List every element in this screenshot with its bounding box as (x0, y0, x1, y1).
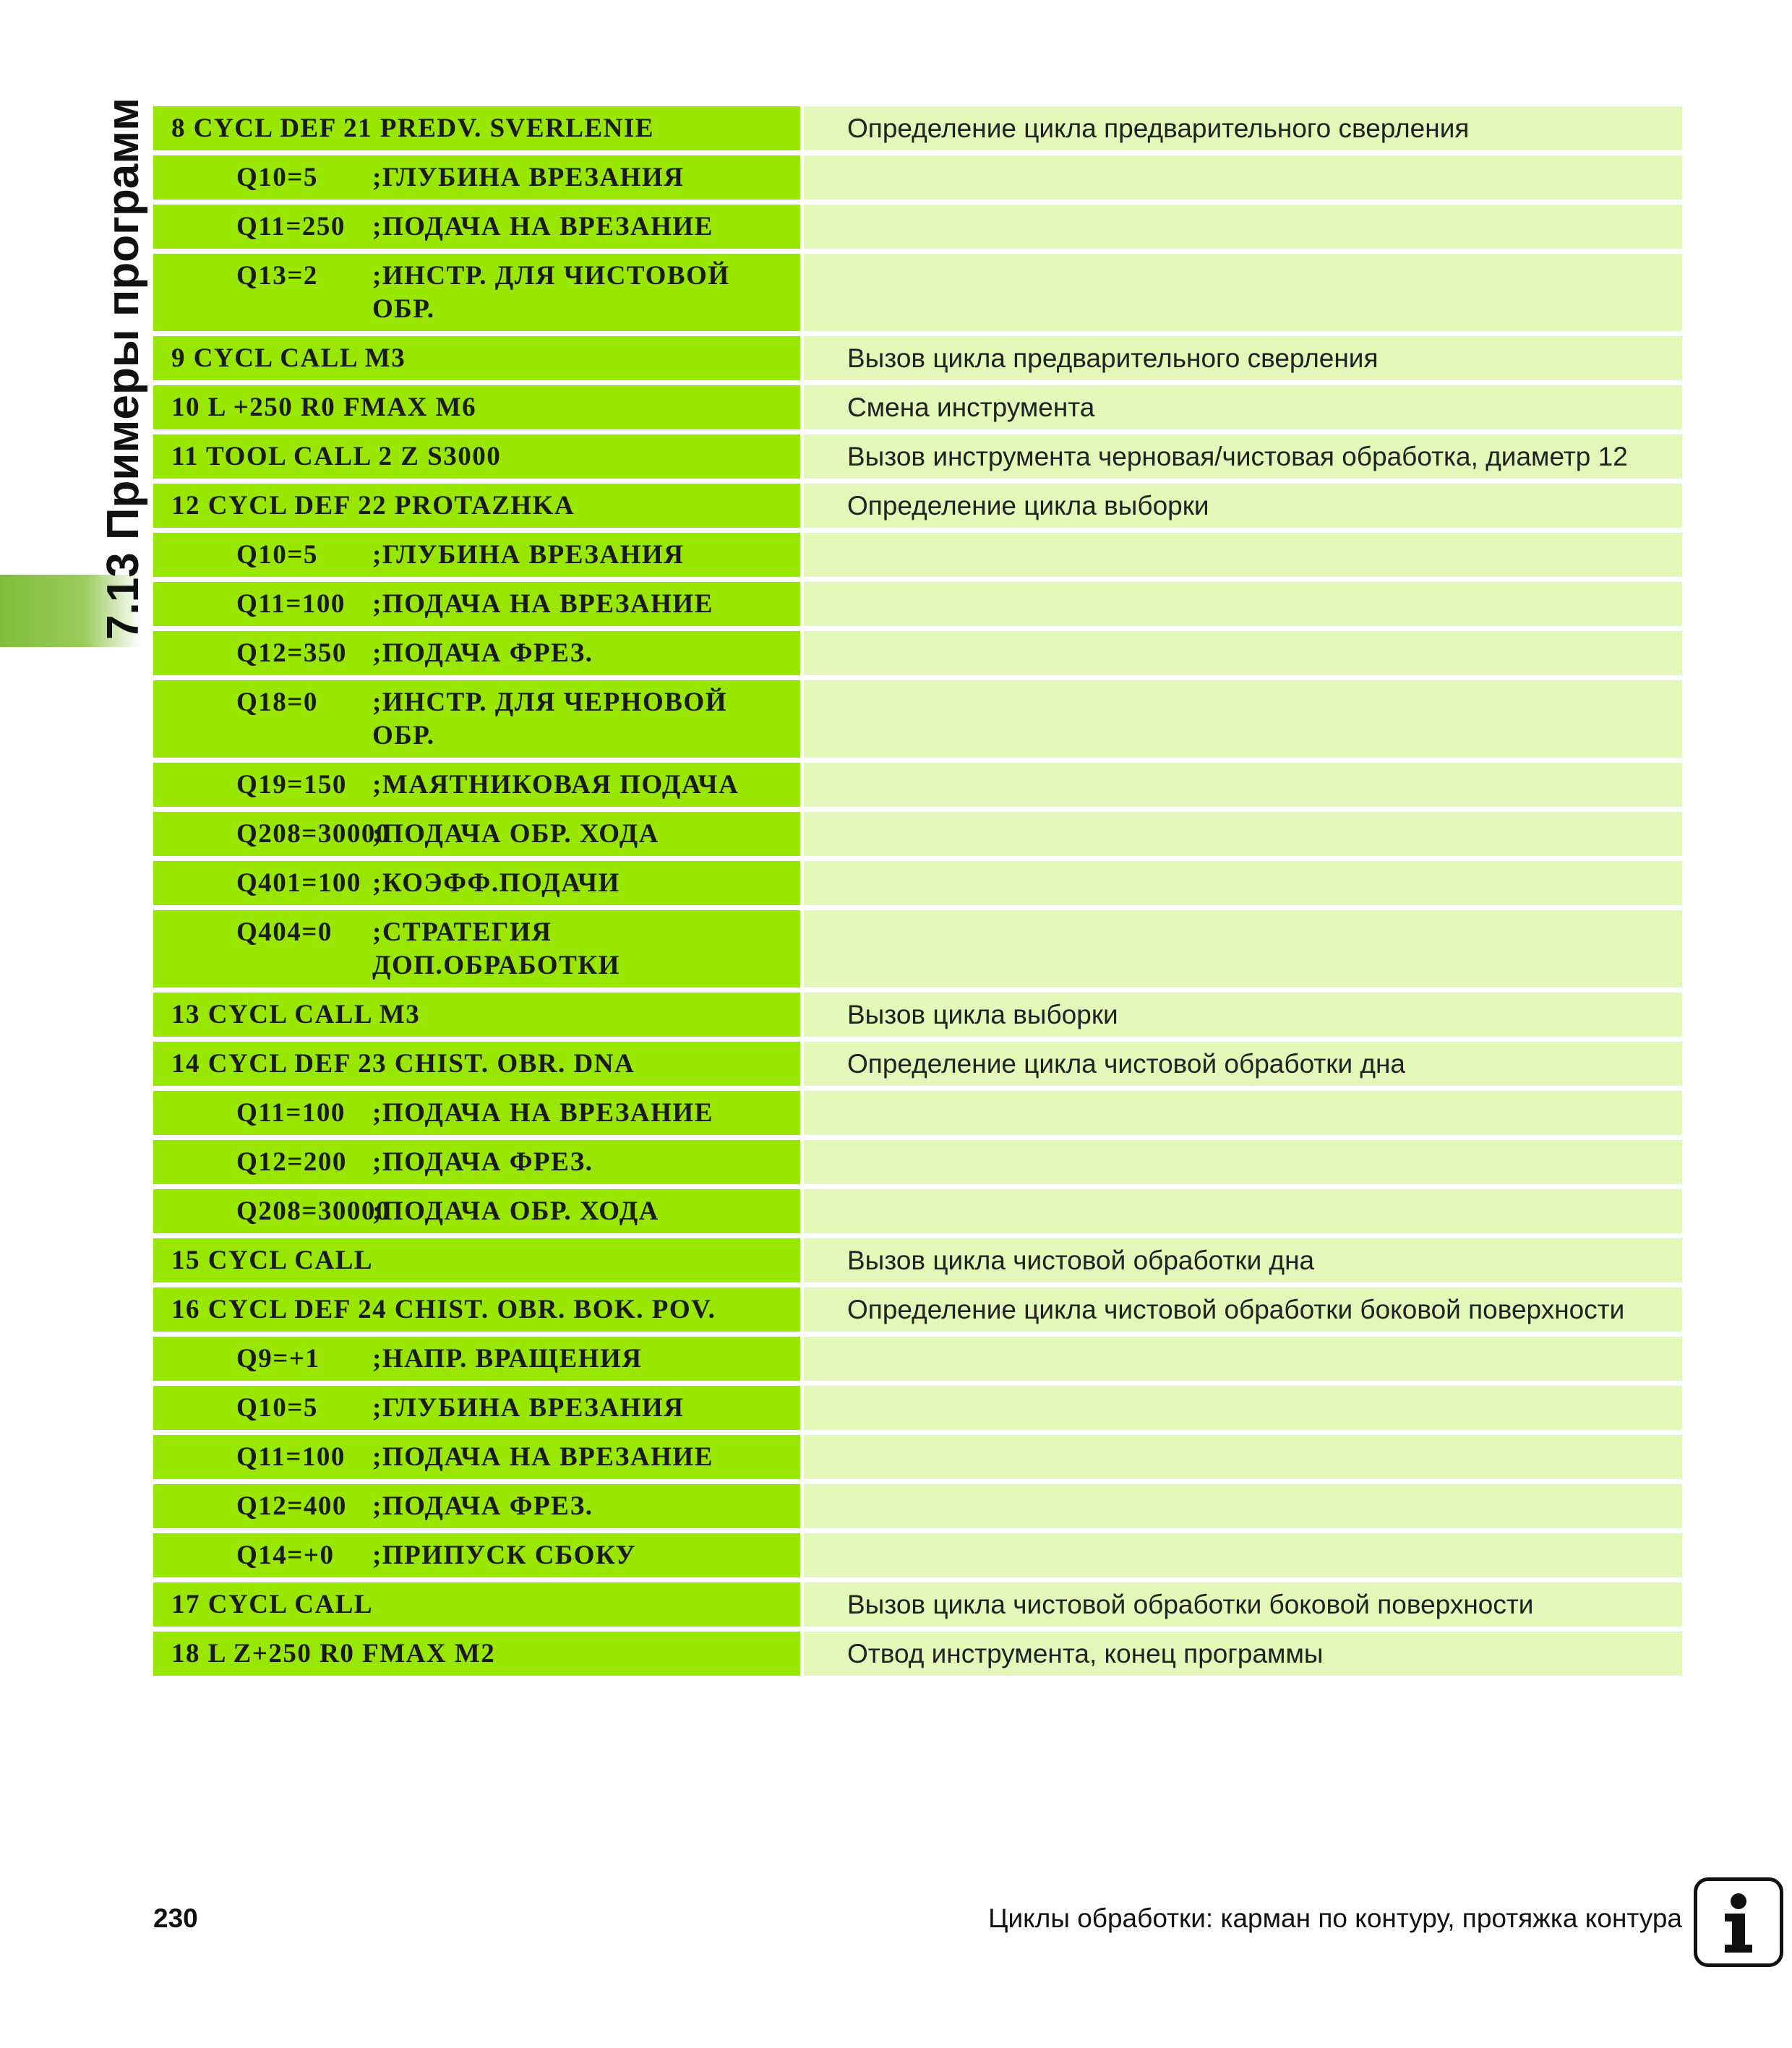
description-cell (804, 910, 1682, 987)
nc-code-cell (153, 385, 804, 429)
program-row (153, 533, 1682, 577)
nc-code-cell (153, 533, 804, 577)
program-row (153, 993, 1682, 1037)
parameter-assignment: Q11=100 (236, 589, 346, 619)
cycle-parameter (153, 1195, 800, 1228)
nc-block-text: 18 L Z+250 R0 FMAX M2 (171, 1639, 496, 1668)
description-cell (804, 582, 1682, 626)
nc-block-text: 8 CYCL DEF 21 PREDV. SVERLENIE (171, 113, 654, 143)
cycle-parameter (153, 1342, 800, 1376)
program-row (153, 1386, 1682, 1430)
description-cell: Отвод инструмента, конец программы (804, 1632, 1682, 1676)
cycle-parameter (153, 1490, 800, 1523)
parameter-comment: ;ПОДАЧА ФРЕЗ. (372, 1147, 593, 1177)
parameter-assignment: Q401=100 (236, 868, 361, 898)
nc-code-cell (153, 1140, 804, 1184)
description-cell (804, 812, 1682, 856)
program-row (153, 1189, 1682, 1233)
parameter-comment: ;ГЛУБИНА ВРЕЗАНИЯ (372, 540, 685, 570)
parameter-assignment: Q11=100 (236, 1098, 346, 1128)
nc-code-cell (153, 254, 804, 331)
program-row (153, 205, 1682, 249)
cycle-parameter (153, 260, 800, 326)
parameter-comment: ;ПОДАЧА ОБР. ХОДА (372, 819, 659, 849)
parameter-assignment: Q11=250 (236, 212, 346, 241)
nc-block-text: 10 L +250 R0 FMAX M6 (171, 393, 477, 422)
description-cell (804, 1435, 1682, 1479)
nc-block-text: 17 CYCL CALL (171, 1590, 374, 1619)
nc-code-cell (153, 763, 804, 807)
cycle-parameter (153, 1539, 800, 1572)
parameter-assignment: Q9=+1 (236, 1344, 320, 1374)
parameter-comment: ;ПОДАЧА ОБР. ХОДА (372, 1196, 659, 1226)
description-cell: Определение цикла чистовой обработки боковой поверхности (804, 1288, 1682, 1332)
description-cell (804, 631, 1682, 675)
parameter-assignment: Q12=200 (236, 1147, 347, 1177)
nc-code-cell (153, 205, 804, 249)
parameter-assignment: Q14=+0 (236, 1541, 335, 1570)
nc-code-cell (153, 1435, 804, 1479)
parameter-assignment: Q10=5 (236, 1393, 318, 1423)
description-cell (804, 1533, 1682, 1577)
parameter-comment: ;ПОДАЧА ФРЕЗ. (372, 638, 593, 668)
cycle-parameter (153, 1097, 800, 1130)
nc-code-cell (153, 1042, 804, 1086)
cycle-parameter (153, 539, 800, 572)
program-row (153, 1238, 1682, 1282)
nc-code-cell (153, 910, 804, 987)
program-row (153, 1288, 1682, 1332)
cycle-parameter (153, 768, 800, 802)
parameter-comment: ;КОЭФФ.ПОДАЧИ (372, 868, 620, 898)
program-row (153, 1632, 1682, 1676)
parameter-assignment: Q12=350 (236, 638, 347, 668)
parameter-comment: ;НАПР. ВРАЩЕНИЯ (372, 1344, 643, 1374)
cycle-parameter (153, 588, 800, 621)
parameter-comment: ;ПОДАЧА НА ВРЕЗАНИЕ (372, 212, 713, 241)
parameter-assignment: Q11=100 (236, 1442, 346, 1472)
cycle-parameter (153, 161, 800, 194)
cycle-parameter (153, 818, 800, 851)
cycle-parameter (153, 916, 800, 982)
program-row (153, 763, 1682, 807)
nc-code-cell (153, 1386, 804, 1430)
program-row (153, 336, 1682, 380)
nc-code-cell (153, 155, 804, 200)
description-cell (804, 861, 1682, 905)
program-row (153, 484, 1682, 528)
program-row (153, 1484, 1682, 1528)
nc-code-cell (153, 336, 804, 380)
nc-block-text: 11 TOOL CALL 2 Z S3000 (171, 442, 502, 471)
description-cell: Определение цикла чистовой обработки дна (804, 1042, 1682, 1086)
description-cell (804, 1091, 1682, 1135)
info-icon[interactable] (1694, 1877, 1783, 1967)
description-cell (804, 1337, 1682, 1381)
description-cell: Вызов инструмента черновая/чистовая обработка, диаметр 12 (804, 434, 1682, 479)
parameter-assignment: Q404=0 (236, 917, 333, 947)
program-row (153, 812, 1682, 856)
nc-code-cell (153, 993, 804, 1037)
nc-code-cell (153, 1091, 804, 1135)
description-cell: Вызов цикла чистовой обработки дна (804, 1238, 1682, 1282)
nc-code-cell (153, 1238, 804, 1282)
nc-code-cell (153, 1632, 804, 1676)
cycle-parameter (153, 210, 800, 244)
program-row (153, 254, 1682, 331)
program-row (153, 1582, 1682, 1627)
parameter-comment: ;МАЯТНИКОВАЯ ПОДАЧА (372, 770, 739, 800)
description-cell (804, 205, 1682, 249)
parameter-assignment: Q12=400 (236, 1491, 347, 1521)
parameter-assignment: Q18=0 (236, 687, 318, 717)
program-listing-table (153, 101, 1682, 1681)
cycle-parameter (153, 1146, 800, 1179)
nc-code-cell (153, 1337, 804, 1381)
program-row (153, 1140, 1682, 1184)
program-row (153, 434, 1682, 479)
nc-code-cell (153, 1288, 804, 1332)
section-title: 7.13 Примеры программ (98, 98, 148, 640)
nc-block-text: 13 CYCL CALL M3 (171, 1000, 421, 1029)
parameter-assignment: Q10=5 (236, 163, 318, 192)
cycle-parameter (153, 686, 800, 753)
page-number: 230 (153, 1903, 198, 1933)
program-row (153, 1091, 1682, 1135)
program-row (153, 1042, 1682, 1086)
program-row (153, 861, 1682, 905)
description-cell: Вызов цикла выборки (804, 993, 1682, 1037)
parameter-comment: ;ИНСТР. ДЛЯ ЧИСТОВОЙ ОБР. (372, 261, 730, 324)
program-row (153, 680, 1682, 758)
description-cell (804, 155, 1682, 200)
cycle-parameter (153, 1441, 800, 1474)
nc-code-cell (153, 1582, 804, 1627)
nc-block-text: 12 CYCL DEF 22 PROTAZHKA (171, 491, 575, 520)
parameter-assignment: Q10=5 (236, 540, 318, 570)
program-row (153, 106, 1682, 150)
parameter-assignment: Q19=150 (236, 770, 347, 800)
program-row (153, 910, 1682, 987)
description-cell: Определение цикла выборки (804, 484, 1682, 528)
nc-code-cell (153, 106, 804, 150)
description-cell: Определение цикла предварительного сверления (804, 106, 1682, 150)
parameter-assignment: Q208=30000 (236, 1196, 390, 1226)
description-cell: Вызов цикла чистовой обработки боковой поверхности (804, 1582, 1682, 1627)
cycle-parameter (153, 867, 800, 900)
parameter-comment: ;ГЛУБИНА ВРЕЗАНИЯ (372, 163, 685, 192)
program-row (153, 155, 1682, 200)
cycle-parameter (153, 637, 800, 670)
parameter-comment: ;СТРАТЕГИЯ ДОП.ОБРАБОТКИ (372, 917, 620, 980)
nc-code-cell (153, 812, 804, 856)
description-cell (804, 680, 1682, 758)
program-row (153, 1435, 1682, 1479)
program-row (153, 1533, 1682, 1577)
description-cell: Смена инструмента (804, 385, 1682, 429)
description-cell (804, 254, 1682, 331)
parameter-comment: ;ПОДАЧА НА ВРЕЗАНИЕ (372, 1442, 713, 1472)
description-cell: Вызов цикла предварительного сверления (804, 336, 1682, 380)
program-row (153, 1337, 1682, 1381)
parameter-assignment: Q208=30000 (236, 819, 390, 849)
nc-code-cell (153, 434, 804, 479)
footer-chapter-title: Циклы обработки: карман по контуру, протяжка контура (988, 1903, 1682, 1933)
program-row (153, 582, 1682, 626)
parameter-comment: ;ГЛУБИНА ВРЕЗАНИЯ (372, 1393, 685, 1423)
program-row (153, 631, 1682, 675)
parameter-comment: ;ИНСТР. ДЛЯ ЧЕРНОВОЙ ОБР. (372, 687, 727, 750)
description-cell (804, 1140, 1682, 1184)
nc-code-cell (153, 680, 804, 758)
nc-code-cell (153, 582, 804, 626)
nc-code-cell (153, 1484, 804, 1528)
description-cell (804, 763, 1682, 807)
nc-block-text: 9 CYCL CALL M3 (171, 343, 406, 373)
info-glyph (1697, 1881, 1780, 1963)
program-row (153, 385, 1682, 429)
nc-block-text: 15 CYCL CALL (171, 1246, 374, 1275)
nc-code-cell (153, 861, 804, 905)
cycle-parameter (153, 1392, 800, 1425)
description-cell (804, 1386, 1682, 1430)
parameter-comment: ;ПОДАЧА ФРЕЗ. (372, 1491, 593, 1521)
description-cell (804, 1484, 1682, 1528)
nc-block-text: 16 CYCL DEF 24 CHIST. OBR. BOK. POV. (171, 1295, 716, 1324)
nc-block-text: 14 CYCL DEF 23 CHIST. OBR. DNA (171, 1049, 635, 1079)
nc-code-cell (153, 1189, 804, 1233)
nc-code-cell (153, 484, 804, 528)
parameter-comment: ;ПРИПУСК СБОКУ (372, 1541, 637, 1570)
nc-code-cell (153, 1533, 804, 1577)
description-cell (804, 1189, 1682, 1233)
parameter-comment: ;ПОДАЧА НА ВРЕЗАНИЕ (372, 589, 713, 619)
description-cell (804, 533, 1682, 577)
parameter-assignment: Q13=2 (236, 261, 318, 291)
parameter-comment: ;ПОДАЧА НА ВРЕЗАНИЕ (372, 1098, 713, 1128)
nc-code-cell (153, 631, 804, 675)
